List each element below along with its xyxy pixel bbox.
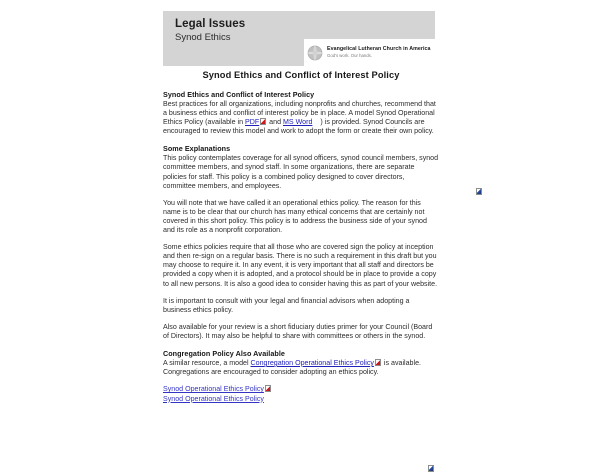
paragraph-congregation-policy — [163, 359, 439, 377]
paragraph-operational-ethics: You will note that we have called it an operational ethics policy. The reason for this name is to be clear that our church has many ethical concerns that are certainly not covered in this short policy. This policy is to address the business side of your synod and its role as a nonprofit corporation. — [163, 198, 427, 235]
paragraph-text-part-c: ) is provided. Synod Councils are encouraged to review this model and work to adopt the form or create their own policy. — [163, 118, 434, 136]
footer-link-row — [163, 385, 439, 394]
link-synod-operational-ethics-policy-word[interactable]: Synod Operational Ethics Policy — [163, 394, 264, 403]
header-subtitle: Synod Ethics — [175, 32, 231, 43]
footer-link-row — [163, 395, 439, 404]
link-ms-word[interactable]: MS Word — [282, 118, 313, 127]
elca-logo-tagline: God's work. Our hands. — [327, 53, 373, 59]
elca-logo-text — [327, 46, 431, 60]
paragraph-policy-intro — [163, 100, 439, 136]
section-heading-congregation-policy: Congregation Policy Also Available — [163, 348, 285, 358]
paragraph-text-part-b: and — [267, 118, 283, 127]
elca-logo-lockup — [304, 39, 435, 66]
paragraph-text-part-a: Best practices for all organizations, including nonprofits and churches, recommend that a business ethics and conflict of interest policy be in place. A model Synod Operational Ethics Policy (available in — [163, 100, 436, 127]
document-title: Synod Ethics and Conflict of Interest Policy — [202, 70, 400, 80]
paragraph-coverage: This policy contemplates coverage for all synod officers, synod council members, synod committee members, and synod staff. In some organizations, there are separate policies for staff. This policy is a combined policy designed to cover directors, committee members, and employees. — [163, 154, 439, 190]
word-file-icon — [428, 465, 434, 472]
congregation-text-part-a: A similar resource, a model — [163, 358, 251, 367]
elca-logo-name: Evangelical Lutheran Church in America — [327, 45, 431, 52]
footer-link-list — [163, 385, 439, 404]
paragraph-fiduciary-primer: Also available for your review is a short fiduciary duties primer for your Council (Board of Directors). It may also be helpful to share with committees or others in the synod. — [163, 322, 433, 340]
pdf-file-icon — [375, 359, 381, 366]
header-title: Legal Issues — [175, 18, 246, 30]
link-pdf[interactable]: PDF — [245, 118, 260, 127]
link-synod-operational-ethics-policy-pdf[interactable]: Synod Operational Ethics Policy — [163, 385, 264, 394]
word-file-icon — [476, 188, 482, 195]
elca-cross-globe-icon — [307, 45, 323, 61]
section-heading-policy: Synod Ethics and Conflict of Interest Policy — [163, 90, 315, 99]
paragraph-consult-advisors: It is important to consult with your legal and financial advisors when adopting a business ethics policy. — [163, 296, 410, 314]
paragraph-signing-requirements: Some ethics policies require that all those who are covered sign the policy at inception and then re-sign on a regular basis. There is no such a requirement in this draft but you may choose to require it. In any event, it is very important that all staff and directors be provided a copy when it is adopted, and a protocol should be in place to provide a copy to all new persons. It is also a good idea to consider having this as part of your website. — [163, 243, 438, 288]
congregation-text-part-b: is available. Congregations are encouraged to consider adopting an ethics policy. — [163, 358, 421, 377]
section-heading-some-explanations: Some Explanations — [163, 144, 231, 154]
link-congregation-operational-ethics-policy[interactable]: Congregation Operational Ethics Policy — [250, 358, 374, 367]
pdf-file-icon — [260, 118, 266, 125]
header-title-group — [175, 18, 245, 44]
page-header-band — [163, 11, 435, 66]
document-body — [163, 70, 439, 404]
pdf-file-icon — [265, 385, 271, 392]
